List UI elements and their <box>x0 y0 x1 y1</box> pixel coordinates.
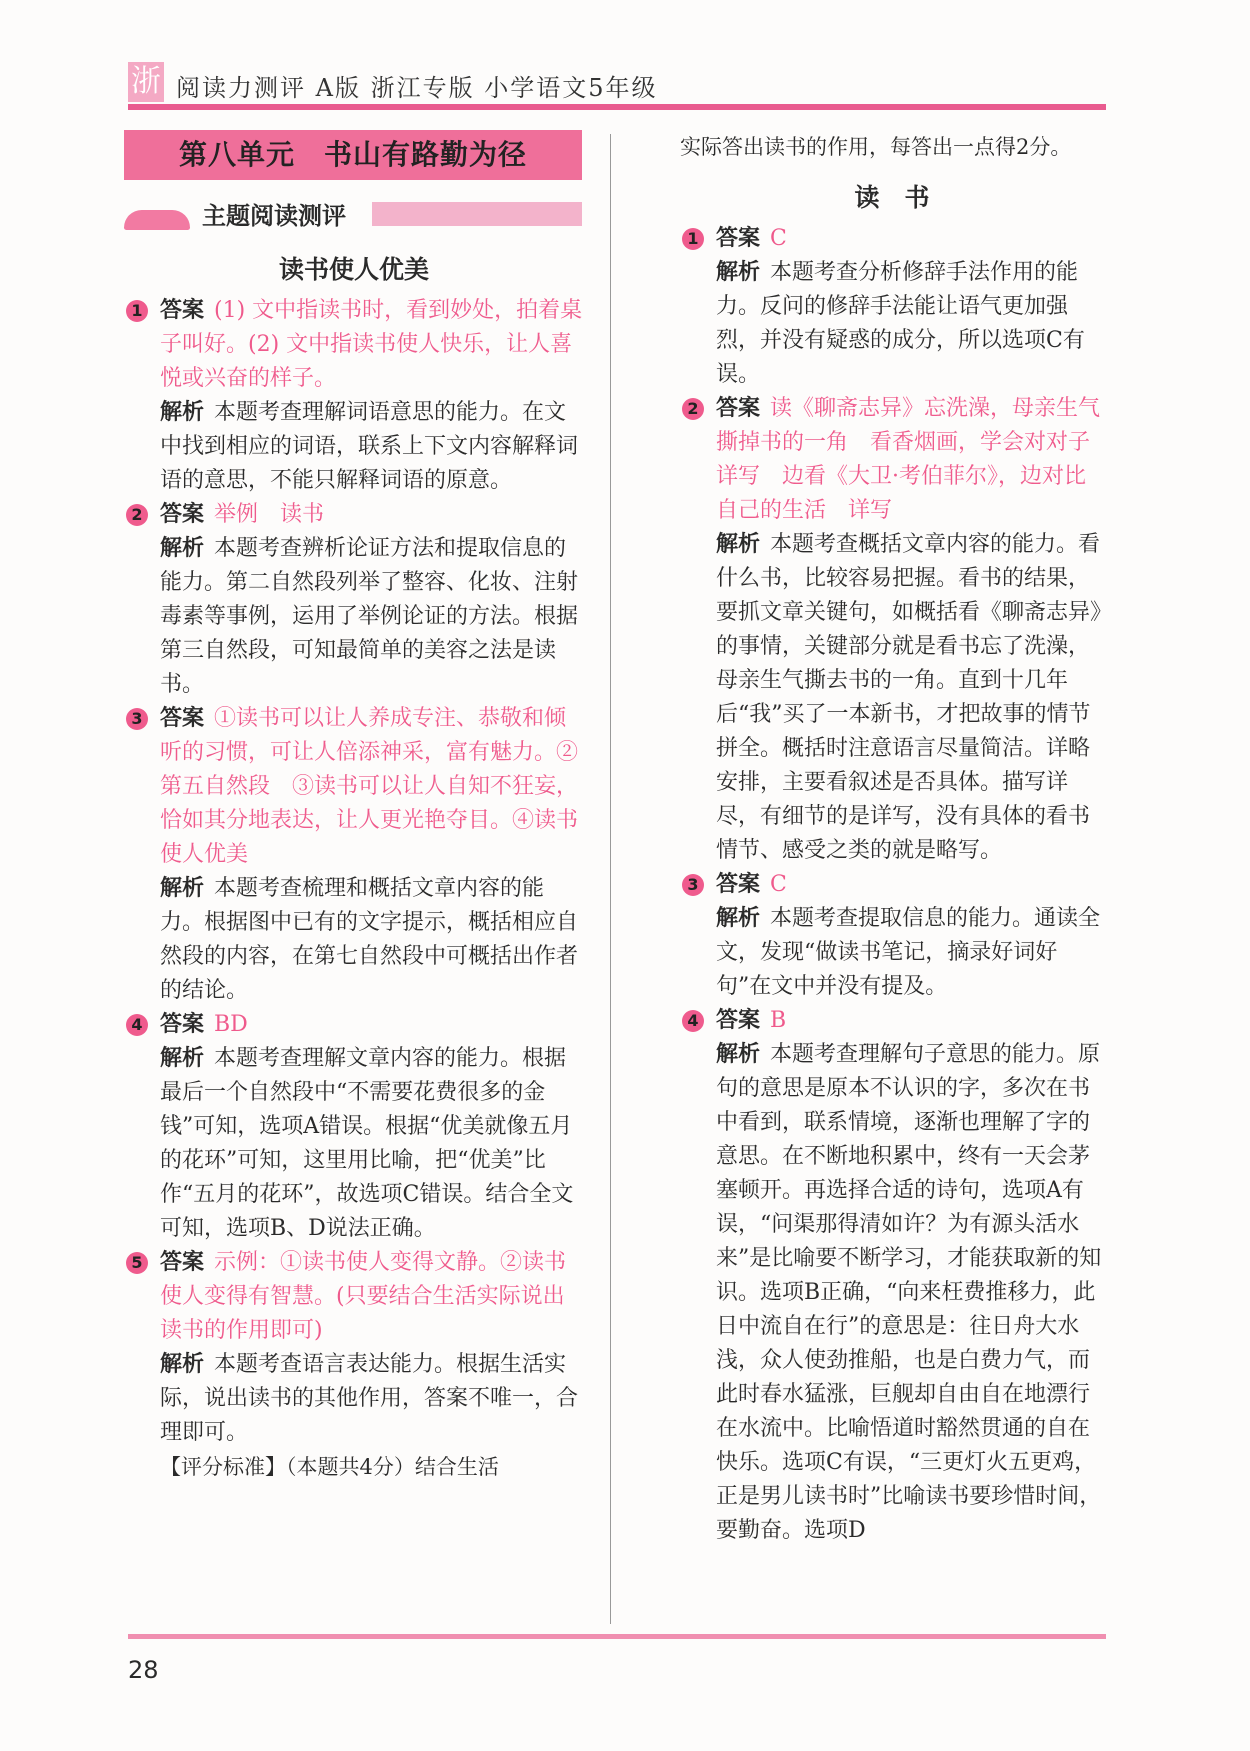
question-item <box>124 294 584 498</box>
question-item <box>124 1246 584 1484</box>
score-note: 【评分标准】（本题共4分）结合生活 <box>160 1455 499 1479</box>
question-number: 2 <box>682 398 704 420</box>
question-number: 2 <box>126 504 148 526</box>
analysis-label: 解析 <box>716 906 761 931</box>
analysis-label: 解析 <box>160 876 205 901</box>
section-label: 主题阅读测评 <box>202 202 346 230</box>
question-item <box>680 868 1104 1004</box>
answer-label: 答案 <box>716 226 761 251</box>
analysis-text: 本题考查概括文章内容的能力。看什么书，比较容易把握。看书的结果，要抓文章关键句，如概括看《聊斋志异》的事情，关键部分就是看书忘了洗澡，母亲生气撕去书的一角。直到十几年后“我”买了一本新书，才把故事的情节拼全。概括时注意语言尽量简洁。详略安排，主要看叙述是否具体。描写详尽，有细节的是详写，没有具体的看书情节、感受之类的就是略写。 <box>716 532 1102 863</box>
question-number: 4 <box>126 1014 148 1036</box>
answer-text: BD <box>214 1012 248 1037</box>
answer-text: 举例 读书 <box>214 502 325 527</box>
cloud-icon <box>124 210 190 230</box>
analysis-label: 解析 <box>716 260 761 285</box>
analysis-label: 解析 <box>160 536 205 561</box>
answer-text: 读《聊斋志异》忘洗澡，母亲生气撕掉书的一角 看香烟画，学会对对子 详写 边看《大卫·考伯菲尔》，边对比自己的生活 详写 <box>716 396 1113 523</box>
question-item <box>124 1008 584 1246</box>
analysis-text: 本题考查理解文章内容的能力。根据最后一个自然段中“不需要花费很多的金钱”可知，选项A错误。根据“优美就像五月的花环”可知，这里用比喻，把“优美”比作“五月的花环”，故选项C错误。结合全文可知，选项B、D说法正确。 <box>160 1046 574 1241</box>
footer-rule <box>128 1634 1106 1639</box>
analysis-text: 本题考查理解句子意思的能力。原句的意思是原本不认识的字，多次在书中看到，联系情境，逐渐也理解了字的意思。在不断地积累中，终有一天会茅塞顿开。再选择合适的诗句，选项A有误，“问渠那得清如许？为有源头活水来”是比喻要不断学习，才能获取新的知识。选项B正确，“向来枉费推移力，此日中流自在行”的意思是：往日舟大水浅，众人使劲推船，也是白费力气，而此时春水猛涨，巨舰却自由自在地漂行在水流中。比喻悟道时豁然贯通的自在快乐。选项C有误，“三更灯火五更鸡，正是男儿读书时”比喻读书要珍惜时间，要勤奋。选项D <box>716 1042 1102 1543</box>
analysis-text: 本题考查提取信息的能力。通读全文，发现“做读书笔记，摘录好词好句”在文中并没有提及。 <box>716 906 1101 999</box>
analysis-label: 解析 <box>716 532 761 557</box>
left-column <box>124 130 584 1484</box>
question-number: 5 <box>126 1252 148 1274</box>
analysis-label: 解析 <box>716 1042 761 1067</box>
analysis-text: 本题考查理解词语意思的能力。在文中找到相应的词语，联系上下文内容解释词语的意思，不能只解释词语的原意。 <box>160 400 579 493</box>
analysis-label: 解析 <box>160 1046 205 1071</box>
question-number: 4 <box>682 1010 704 1032</box>
province-badge: 浙 <box>128 62 164 102</box>
answer-label: 答案 <box>716 396 761 421</box>
article-title: 读书使人优美 <box>278 255 429 284</box>
answer-label: 答案 <box>160 706 205 731</box>
question-number: 3 <box>126 708 148 730</box>
analysis-label: 解析 <box>160 400 205 425</box>
analysis-label: 解析 <box>160 1352 205 1377</box>
answer-text: C <box>770 226 787 251</box>
question-item <box>124 498 584 702</box>
question-number: 3 <box>682 874 704 896</box>
answer-label: 答案 <box>160 502 205 527</box>
answer-text: ①读书可以让人养成专注、恭敬和倾听的习惯，可让人倍添神采，富有魅力。②第五自然段 ③读书可以让人自知不狂妄，恰如其分地表达，让人更光艳夺目。④读书使人优美 <box>160 706 579 867</box>
page-number: 28 <box>128 1656 159 1684</box>
question-number: 1 <box>126 300 148 322</box>
question-number: 1 <box>682 228 704 250</box>
question-item <box>124 702 584 1008</box>
question-item <box>680 1004 1104 1548</box>
page-header <box>128 62 1106 106</box>
analysis-text: 本题考查辨析论证方法和提取信息的能力。第二自然段列举了整容、化妆、注射毒素等事例，运用了举例论证的方法。根据第三自然段，可知最简单的美容之法是读书。 <box>160 536 579 697</box>
unit-title: 第八单元 书山有路勤为径 <box>124 130 582 180</box>
answer-text: C <box>770 872 787 897</box>
answer-text: (1) 文中指读书时，看到妙处，拍着桌子叫好。(2) 文中指读书使人快乐，让人喜悦或兴奋的样子。 <box>160 298 583 391</box>
section-bar <box>372 202 582 226</box>
question-item <box>680 392 1113 868</box>
header-rule <box>128 104 1106 110</box>
answer-label: 答案 <box>716 1008 761 1033</box>
answer-text: 示例：①读书使人变得文静。②读书使人变得有智慧。(只要结合生活实际说出读书的作用即可) <box>160 1250 567 1343</box>
answer-label: 答案 <box>160 298 205 323</box>
answer-label: 答案 <box>716 872 761 897</box>
article-title: 读 书 <box>854 183 930 212</box>
analysis-text: 本题考查梳理和概括文章内容的能力。根据图中已有的文字提示，概括相应自然段的内容，在第七自然段中可概括出作者的结论。 <box>160 876 579 1003</box>
right-column <box>680 130 1113 1548</box>
question-item <box>680 222 1104 392</box>
answer-text: B <box>770 1008 787 1033</box>
analysis-text: 本题考查分析修辞手法作用的能力。反问的修辞手法能让语气更加强烈，并没有疑惑的成分，所以选项C有误。 <box>716 260 1085 387</box>
section-header <box>124 192 584 236</box>
answer-label: 答案 <box>160 1250 205 1275</box>
column-divider <box>610 134 611 1624</box>
book-title: 阅读力测评 A版 浙江专版 小学语文5年级 <box>176 74 658 102</box>
score-note-continued: 实际答出读书的作用，每答出一点得2分。 <box>680 135 1072 159</box>
answer-label: 答案 <box>160 1012 205 1037</box>
analysis-text: 本题考查语言表达能力。根据生活实际，说出读书的其他作用，答案不唯一，合理即可。 <box>160 1352 579 1445</box>
